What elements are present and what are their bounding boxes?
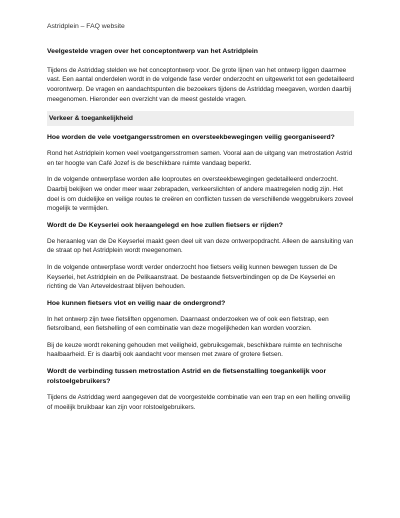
answer-paragraph: In de volgende ontwerpfase wordt verder onderzocht hoe fietsers veilig kunnen bewegen tussen de De Keyserlei, het Astridplein en de Pelikaanstraat. De bestaande fietsverbindingen op de De Keyserlei en richting de Van Arteveldestraat blijven behouden. (47, 263, 338, 291)
question-de-keyserlei: Wordt de De Keyserlei ook heraangelegd en hoe zullen fietsers er rijden? (47, 221, 283, 229)
page-title: Veelgestelde vragen over het conceptontwerp van het Astridplein (47, 47, 258, 55)
answer-paragraph: Rond het Astridplein komen veel voetgangersstromen samen. Vooral aan de uitgang van metrostation Astrid en ter hoogte van Café Jozef is de beschikbare ruimte vandaag beperkt. (47, 150, 353, 167)
section-heading-traffic: Verkeer & toegankelijkheid (47, 111, 354, 126)
answer-paragraph: In het ontwerp zijn twee fietsliften opgenomen. Daarnaast onderzoeken we of ook een fietstrap, een fietsrolband, een fietshelling of een combinatie van deze mogelijkheden kan worden voorzien. (47, 315, 329, 333)
question-wheelchair-access: Wordt de verbinding tussen metrostation Astrid en de fietsenstalling toegankelijk voor rolstoelgebruikers? (47, 368, 327, 386)
question-cyclists-underground: Hoe kunnen fietsers vlot en veilig naar de ondergrond? (47, 299, 226, 307)
intro-paragraph: Tijdens de Astriddag stelden we het conceptontwerp voor. De grote lijnen van het ontwerp liggen daarmee vast. Een aantal onderdelen wordt in de volgende fase verder onderzocht en uitgewerkt tot een gedetailleerd voorontwerp. De vragen en aandachtspunten die bezoekers tijdens de Astriddag meegaven, worden daarbij meegenomen. Hieronder een overzicht van de meest gestelde vragen. (47, 66, 354, 103)
answer-paragraph: Bij de keuze wordt rekening gehouden met veiligheid, gebruiksgemak, beschikbare ruimte en technische haalbaarheid. Er is daarbij ook aandacht voor mensen met zware of grotere fietsen. (47, 341, 343, 359)
question-pedestrians: Hoe worden de vele voetgangersstromen en oversteekbewegingen veilig georganiseerd? (47, 134, 335, 142)
answer-paragraph: De heraanleg van de De Keyserlei maakt geen deel uit van deze ontwerpopdracht. Alleen de aansluiting van de straat op het Astridplein wordt meegenomen. (47, 237, 354, 255)
answer-paragraph: In de volgende ontwerpfase worden alle looproutes en oversteekbewegingen gedetailleerd onderzocht. Daarbij bekijken we onder meer waar zebrapaden, verkeerslichten of andere maatregelen nodig zijn. Het doel is om duidelijke en veilige routes te creëren en conflicten tussen de verschillende weggebruikers zoveel mogelijk te vermijden. (47, 176, 354, 213)
document-header: Astridplein – FAQ website (47, 23, 125, 30)
answer-paragraph: Tijdens de Astriddag werd aangegeven dat de voorgestelde combinatie van een trap en een helling onveilig of moeilijk bruikbaar kan zijn voor rolstoelgebruikers. (47, 394, 351, 411)
